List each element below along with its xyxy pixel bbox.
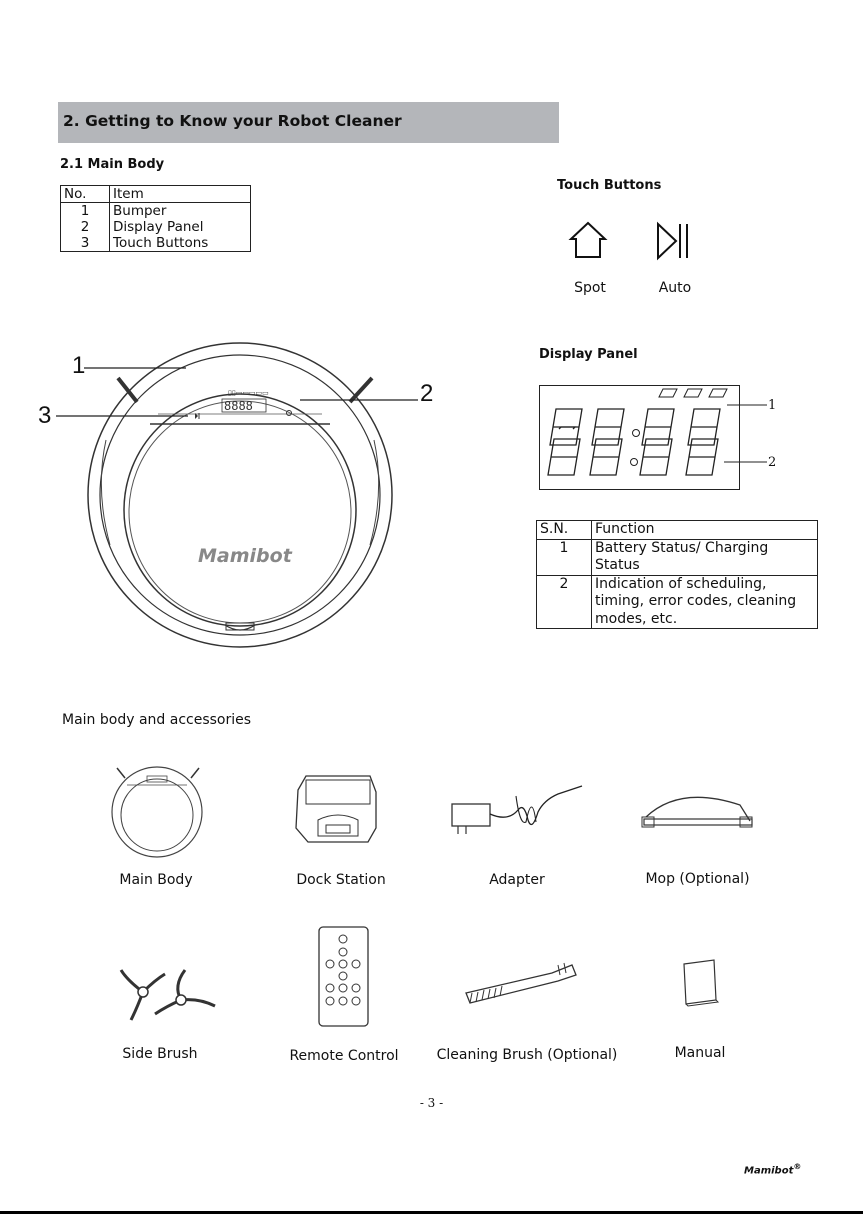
footer-registered-mark: ® [793,1162,802,1171]
mop-image [640,785,755,835]
home-icon [568,220,608,260]
side-brush-image [115,962,220,1024]
callout-1: 1 [72,352,86,379]
display-panel-title: Display Panel [539,347,638,362]
row-number: 3 [61,235,110,252]
row-number: 1 [537,539,592,575]
main-body-image [105,760,210,860]
accessory-label: Remote Control [289,1048,399,1064]
auto-label: Auto [658,280,692,296]
item-table-header-no: No. [61,186,110,203]
row-number: 1 [61,203,110,220]
row-function: Indication of scheduling, timing, error codes, cleaning modes, etc. [592,575,818,629]
robot-brand-logo: Mamibot [198,545,292,567]
table-row [537,575,818,629]
robot-top-view [0,340,450,660]
accessory-label: Cleaning Brush (Optional) [436,1047,618,1063]
row-function: Battery Status/ Charging Status [592,539,818,575]
row-item: Bumper [110,203,251,220]
spot-label: Spot [574,280,606,296]
callout-2: 2 [420,380,434,407]
row-number: 2 [61,219,110,235]
display-callout-2: 2 [768,455,777,470]
section-title: 2. Getting to Know your Robot Cleaner [63,112,402,130]
row-number: 2 [537,575,592,629]
remote-control-image [318,926,370,1028]
page-number: - 3 - [419,1096,444,1110]
function-table [536,520,818,629]
accessory-label: Side Brush [122,1046,198,1062]
display-callout-1: 1 [768,398,777,413]
accessory-label: Main Body [119,872,193,888]
robot-display-digits: 8888 [224,399,253,413]
accessory-label: Mop (Optional) [645,871,750,887]
row-item: Touch Buttons [110,235,251,252]
function-table-header-sn: S.N. [537,521,592,540]
subsection-title: 2.1 Main Body [60,157,165,172]
play-pause-icon [656,222,692,260]
table-row [537,539,818,575]
svg-text:▯▯▭▭▭▭▭: ▯▯▭▭▭▭▭ [228,389,269,397]
display-panel-diagram [539,385,779,491]
footer-brand-logo [744,1162,801,1176]
item-table [60,185,251,252]
dock-station-image [288,770,388,850]
item-table-header-item: Item [110,186,251,203]
section-banner [58,102,559,143]
table-row [61,235,251,252]
cleaning-brush-image [462,955,582,1010]
manual-image [680,958,720,1008]
row-item: Display Panel [110,219,251,235]
adapter-image [448,782,588,842]
callout-3: 3 [38,402,52,429]
accessories-title: Main body and accessories [62,712,252,728]
accessory-label: Manual [674,1045,726,1061]
table-row [61,203,251,220]
touch-buttons-title: Touch Buttons [557,178,662,193]
accessory-label: Dock Station [296,872,386,888]
footer-brand: Mamibot [744,1165,794,1177]
function-table-header-function: Function [592,521,818,540]
table-row [61,219,251,235]
accessory-label: Adapter [489,872,545,888]
